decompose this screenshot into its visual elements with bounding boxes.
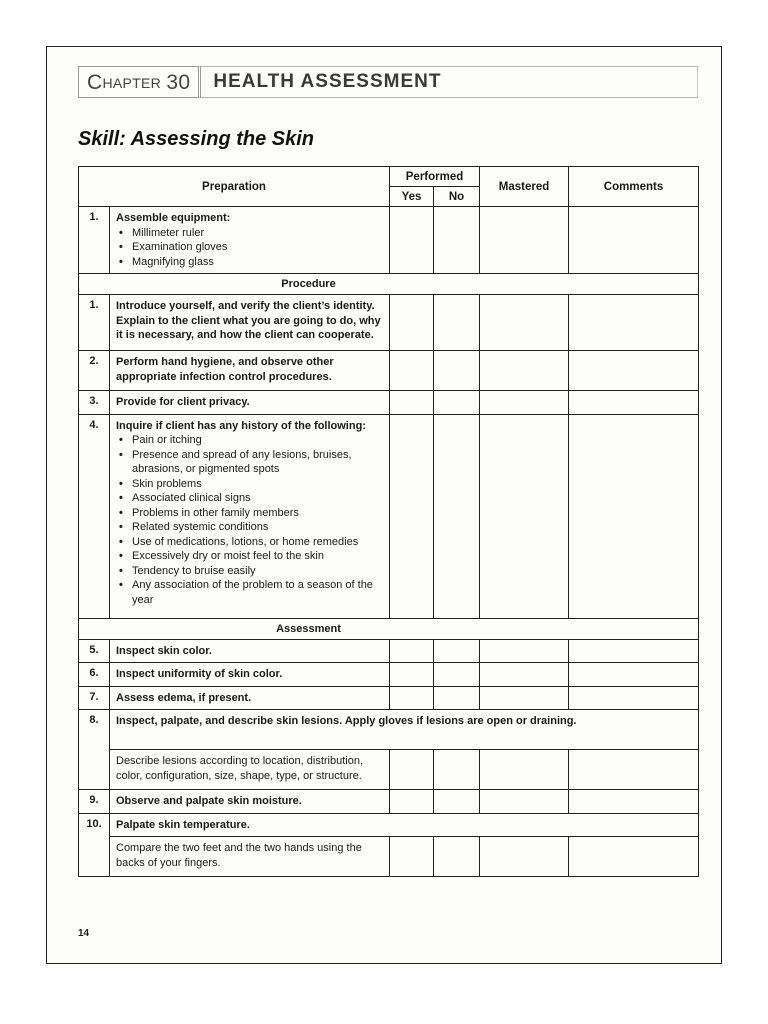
comments-cell[interactable] bbox=[569, 750, 699, 790]
no-cell[interactable] bbox=[434, 663, 480, 687]
list-item: • Magnifying glass bbox=[132, 255, 383, 270]
table-row: 8. Inspect, palpate, and describe skin lesions. Apply gloves if lesions are open or draining. bbox=[79, 710, 699, 750]
comments-cell[interactable] bbox=[569, 790, 699, 814]
no-cell[interactable] bbox=[434, 790, 480, 814]
page-number: 14 bbox=[78, 928, 90, 939]
no-cell[interactable] bbox=[434, 837, 480, 877]
comments-cell[interactable] bbox=[569, 414, 699, 618]
mastered-cell[interactable] bbox=[480, 790, 569, 814]
preparation-header: Preparation bbox=[79, 167, 390, 207]
chapter-label: C HAPTER 30 bbox=[78, 66, 201, 98]
yes-cell[interactable] bbox=[390, 639, 434, 663]
table-row: 1. Assemble equipment: • Millimeter ruler • Examination gloves • Magnifying glass bbox=[79, 207, 699, 274]
table-row: Describe lesions according to location, distribution, color, configuration, size, shape, type, or structure. bbox=[79, 750, 699, 790]
table-row: Compare the two feet and the two hands using the backs of your fingers. bbox=[79, 837, 699, 877]
yes-cell[interactable] bbox=[390, 295, 434, 351]
assessment-section-row: Assessment bbox=[79, 618, 699, 639]
yes-cell[interactable] bbox=[390, 663, 434, 687]
table-row: 4. Inquire if client has any history of the following: • Pain or itching • Presence and spread of any lesions, bruises, abrasions, or pigmented spots • Skin problems • Associated clinical signs • Problems in other family members • Related systemic conditions • Use of medications, lotions, or home remedies • Excessively dry or moist feel to the skin • Tendency to bruise easily • Any association of the problem to a season of the year bbox=[79, 414, 699, 618]
yes-cell[interactable] bbox=[390, 686, 434, 710]
mastered-header: Mastered bbox=[480, 167, 569, 207]
mastered-cell[interactable] bbox=[480, 351, 569, 391]
list-item: • Pain or itching bbox=[132, 433, 383, 448]
yes-cell[interactable] bbox=[390, 837, 434, 877]
comments-cell[interactable] bbox=[569, 686, 699, 710]
yes-cell[interactable] bbox=[390, 414, 434, 618]
comments-cell[interactable] bbox=[569, 207, 699, 274]
list-item: • Related systemic conditions bbox=[132, 520, 383, 535]
no-cell[interactable] bbox=[434, 750, 480, 790]
table-row: 5. Inspect skin color. bbox=[79, 639, 699, 663]
yes-cell[interactable] bbox=[390, 790, 434, 814]
comments-cell[interactable] bbox=[569, 391, 699, 415]
table-row: 7. Assess edema, if present. bbox=[79, 686, 699, 710]
mastered-cell[interactable] bbox=[480, 686, 569, 710]
no-header: No bbox=[434, 187, 480, 207]
no-cell[interactable] bbox=[434, 295, 480, 351]
comments-cell[interactable] bbox=[569, 663, 699, 687]
skill-title: Skill: Assessing the Skin bbox=[78, 128, 315, 150]
table-row: 2. Perform hand hygiene, and observe other appropriate infection control procedures. bbox=[79, 351, 699, 391]
list-item: • Associated clinical signs bbox=[132, 491, 383, 506]
no-cell[interactable] bbox=[434, 639, 480, 663]
no-cell[interactable] bbox=[434, 207, 480, 274]
yes-header: Yes bbox=[390, 187, 434, 207]
comments-cell[interactable] bbox=[569, 295, 699, 351]
list-item: • Use of medications, lotions, or home remedies bbox=[132, 535, 383, 550]
mastered-cell[interactable] bbox=[480, 663, 569, 687]
yes-cell[interactable] bbox=[390, 391, 434, 415]
table-row: 6. Inspect uniformity of skin color. bbox=[79, 663, 699, 687]
equipment-list bbox=[116, 226, 383, 270]
no-cell[interactable] bbox=[434, 351, 480, 391]
comments-cell[interactable] bbox=[569, 351, 699, 391]
comments-cell[interactable] bbox=[569, 837, 699, 877]
skill-checklist-table bbox=[78, 166, 699, 877]
list-item: • Skin problems bbox=[132, 477, 383, 492]
mastered-cell[interactable] bbox=[480, 207, 569, 274]
list-item: • Problems in other family members bbox=[132, 506, 383, 521]
no-cell[interactable] bbox=[434, 414, 480, 618]
yes-cell[interactable] bbox=[390, 207, 434, 274]
table-row: 9. Observe and palpate skin moisture. bbox=[79, 790, 699, 814]
list-item: • Tendency to bruise easily bbox=[132, 564, 383, 579]
list-item: • Any association of the problem to a season of the year bbox=[132, 578, 383, 607]
comments-header: Comments bbox=[569, 167, 699, 207]
list-item: • Presence and spread of any lesions, bruises, abrasions, or pigmented spots bbox=[132, 448, 383, 477]
performed-header: Performed bbox=[390, 167, 480, 187]
chapter-title: HEALTH ASSESSMENT bbox=[201, 66, 698, 98]
mastered-cell[interactable] bbox=[480, 837, 569, 877]
history-list bbox=[116, 433, 383, 607]
list-item: • Examination gloves bbox=[132, 240, 383, 255]
yes-cell[interactable] bbox=[390, 351, 434, 391]
table-row: 1. Introduce yourself, and verify the client’s identity. Explain to the client what you are going to do, why it is necessary, and how the client can cooperate. bbox=[79, 295, 699, 351]
no-cell[interactable] bbox=[434, 686, 480, 710]
list-item: • Excessively dry or moist feel to the skin bbox=[132, 549, 383, 564]
mastered-cell[interactable] bbox=[480, 295, 569, 351]
mastered-cell[interactable] bbox=[480, 391, 569, 415]
mastered-cell[interactable] bbox=[480, 414, 569, 618]
procedure-section-row: Procedure bbox=[79, 274, 699, 295]
no-cell[interactable] bbox=[434, 391, 480, 415]
yes-cell[interactable] bbox=[390, 750, 434, 790]
table-row: 10. Palpate skin temperature. bbox=[79, 813, 699, 837]
mastered-cell[interactable] bbox=[480, 639, 569, 663]
chapter-header bbox=[78, 66, 698, 98]
mastered-cell[interactable] bbox=[480, 750, 569, 790]
table-row: 3. Provide for client privacy. bbox=[79, 391, 699, 415]
list-item: • Millimeter ruler bbox=[132, 226, 383, 241]
comments-cell[interactable] bbox=[569, 639, 699, 663]
